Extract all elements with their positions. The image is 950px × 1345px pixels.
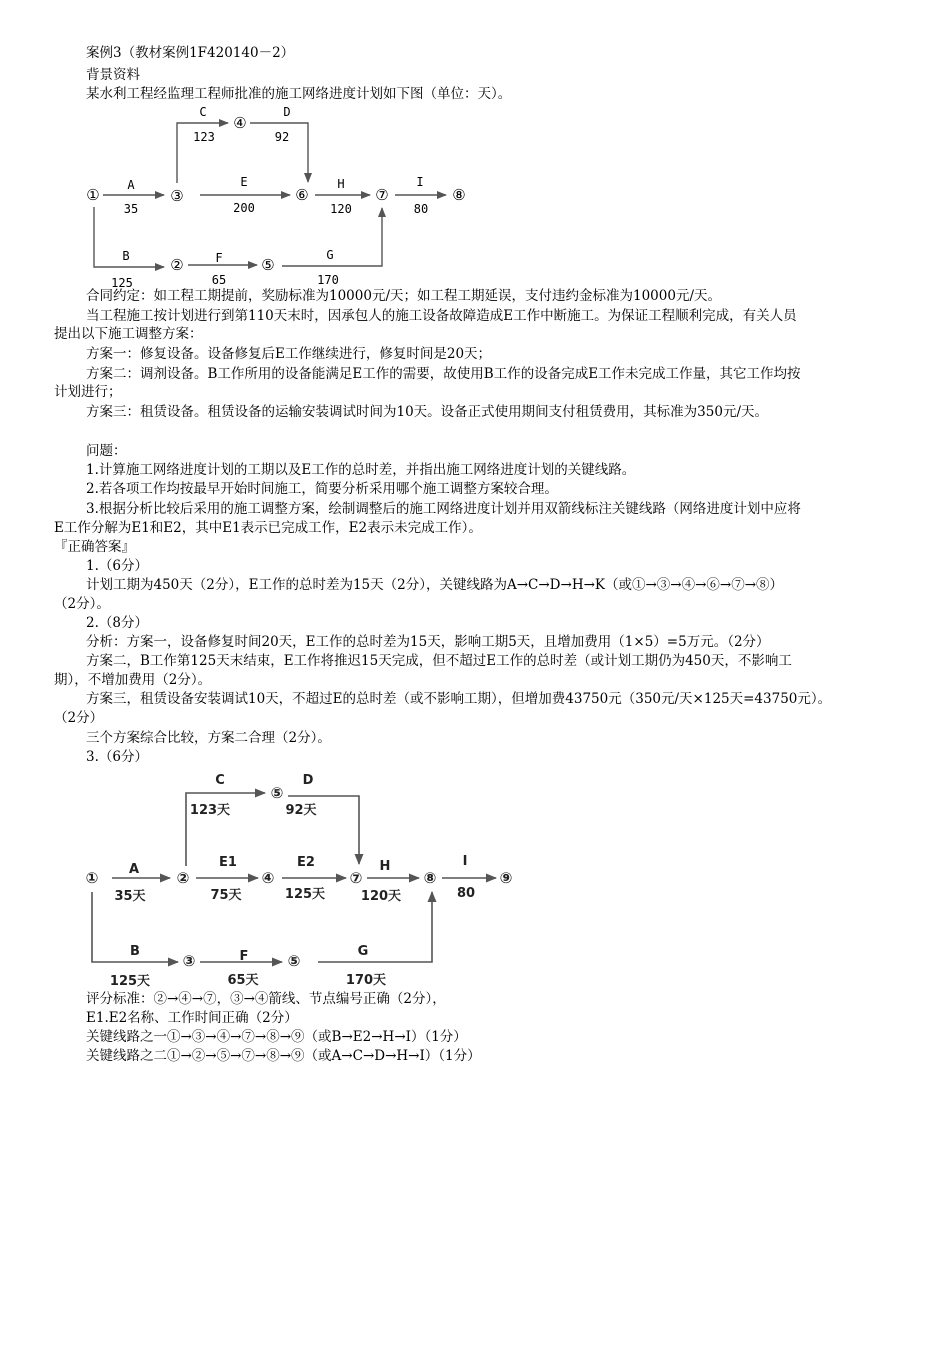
scoring-line-1: 评分标准：②→④→⑦，③→④箭线、节点编号正确（2分），: [86, 991, 446, 1007]
answer-2-line-3: 期），不增加费用（2分）。: [54, 672, 212, 688]
node2-8: ⑧: [423, 869, 437, 887]
label-b-duration: 125: [111, 276, 133, 290]
label-c-duration: 123: [193, 130, 215, 144]
background-heading: 背景资料: [86, 67, 140, 83]
node-6: ⑥: [295, 186, 309, 204]
node-7: ⑦: [375, 186, 389, 204]
label2-e1-duration: 75天: [210, 888, 242, 903]
plan-three: 方案三：租赁设备。租赁设备的运输安装调试时间为10天。设备正式使用期间支付租赁费用，其标准为350元/天。: [86, 404, 768, 420]
answer-1-heading: 1.（6分）: [86, 558, 148, 574]
answer-3-heading: 3.（6分）: [86, 749, 148, 765]
intro-text: 某水利工程经监理工程师批准的施工网络进度计划如下图（单位：天）。: [86, 86, 512, 102]
answer-2-line-1: 分析：方案一，设备修复时间20天，E工作的总时差为15天，影响工期5天，且增加费用（1×5）=5万元。（2分）: [86, 634, 770, 650]
label2-e1-name: E1: [219, 855, 237, 870]
label2-f-name: F: [239, 949, 249, 964]
node-2: ②: [170, 256, 184, 274]
label-i-name: I: [416, 175, 424, 189]
label2-b-name: B: [130, 944, 140, 959]
answer-2-line-6: 三个方案综合比较，方案二合理（2分）。: [86, 730, 331, 746]
label-a-duration: 35: [123, 202, 139, 216]
plan-two-line-1: 方案二：调剂设备。B工作所用的设备能满足E工作的需要，故使用B工作的设备完成E工作未完成工作量，其它工作均按: [86, 366, 801, 382]
label-h-duration: 120: [330, 202, 352, 216]
label2-c-duration: 123天: [189, 803, 231, 818]
answer-1-line-1: 计划工期为450天（2分），E工作的总时差为15天（2分），关键线路为A→C→D→H→K（或①→③→④→⑥→⑦→⑧）: [86, 577, 784, 593]
answer-2-line-4: 方案三，租赁设备安装调试10天，不超过E的总时差（或不影响工期），但增加费43750元（350元/天×125天=43750元）。: [86, 691, 832, 707]
label2-i-name: I: [462, 854, 468, 869]
label2-d-duration: 92天: [285, 803, 317, 818]
label2-e2-name: E2: [297, 855, 315, 870]
node2-5: ⑤: [270, 784, 284, 802]
label-c-name: C: [199, 105, 207, 119]
node2-4: ④: [261, 869, 275, 887]
contract-terms: 合同约定：如工程工期提前，奖励标准为10000元/天；如工程工期延误，支付违约金标准为10000元/天。: [86, 288, 721, 304]
answer-2-line-2: 方案二，B工作第125天末结束，E工作将推迟15天完成，但不超过E工作的总时差（或计划工期仍为450天，不影响工: [86, 653, 792, 669]
label2-h-name: H: [379, 859, 391, 874]
questions-heading: 问题：: [86, 443, 127, 459]
label-d-name: D: [283, 105, 291, 119]
label2-a-name: A: [128, 862, 140, 877]
node-1: ①: [86, 186, 100, 204]
label2-i-duration: 80: [456, 886, 476, 901]
label2-e2-duration: 125天: [284, 887, 326, 902]
label2-c-name: C: [215, 773, 225, 788]
label-d-duration: 92: [274, 130, 290, 144]
label2-b-duration: 125天: [109, 974, 151, 989]
node2-3: ③: [182, 952, 196, 970]
label-g-name: G: [326, 248, 334, 262]
answer-1-line-2: （2分）。: [54, 596, 110, 612]
label-b-name: B: [122, 249, 130, 263]
label-h-name: H: [337, 177, 345, 191]
scoring-line-3: 关键线路之一①→③→④→⑦→⑧→⑨（或B→E2→H→I）（1分）: [86, 1029, 467, 1045]
question-1: 1.计算施工网络进度计划的工期以及E工作的总时差，并指出施工网络进度计划的关键线路。: [86, 462, 636, 478]
label-g-duration: 170: [317, 273, 339, 287]
node2-1: ①: [85, 869, 99, 887]
answer-2-line-5: （2分）: [54, 710, 104, 726]
situation-line-2: 提出以下施工调整方案：: [54, 326, 203, 342]
node2-2: ②: [176, 869, 190, 887]
label2-f-duration: 65天: [227, 973, 259, 988]
label-i-duration: 80: [413, 202, 429, 216]
case-title: 案例3（教材案例1F420140－2）: [86, 45, 295, 61]
label2-a-duration: 35天: [114, 889, 146, 904]
label2-d-name: D: [302, 773, 314, 788]
question-2: 2.若各项工作均按最早开始时间施工，简要分析采用哪个施工调整方案较合理。: [86, 481, 558, 497]
label-e-name: E: [240, 175, 248, 189]
scoring-line-4: 关键线路之二①→②→⑤→⑦→⑧→⑨（或A→C→D→H→I）（1分）: [86, 1048, 481, 1064]
label-f-duration: 65: [211, 273, 227, 287]
label-a-name: A: [127, 178, 135, 192]
node2-5b: ⑤: [287, 952, 301, 970]
situation-line-1: 当工程施工按计划进行到第110天末时，因承包人的施工设备故障造成E工作中断施工。为保证工程顺利完成，有关人员: [86, 308, 797, 324]
node2-7: ⑦: [349, 869, 363, 887]
node-8: ⑧: [452, 186, 466, 204]
node-3: ③: [170, 187, 184, 205]
label2-g-duration: 170天: [345, 973, 387, 988]
answer-2-heading: 2.（8分）: [86, 615, 148, 631]
answer-heading: 『正确答案』: [54, 539, 135, 555]
label-e-duration: 200: [233, 201, 255, 215]
node-4: ④: [233, 114, 247, 132]
label2-g-name: G: [357, 944, 369, 959]
scoring-line-2: E1.E2名称、工作时间正确（2分）: [86, 1010, 298, 1026]
label2-h-duration: 120天: [360, 889, 402, 904]
question-3-line-1: 3.根据分析比较后采用的施工调整方案，绘制调整后的施工网络进度计划并用双箭线标注关键线路（网络进度计划中应将: [86, 501, 801, 517]
node2-9: ⑨: [499, 869, 513, 887]
plan-one: 方案一：修复设备。设备修复后E工作继续进行，修复时间是20天；: [86, 346, 492, 362]
label-f-name: F: [215, 251, 223, 265]
plan-two-line-2: 计划进行；: [54, 384, 122, 400]
question-3-line-2: E工作分解为E1和E2，其中E1表示已完成工作，E2表示未完成工作）。: [54, 520, 482, 536]
node-5: ⑤: [261, 256, 275, 274]
